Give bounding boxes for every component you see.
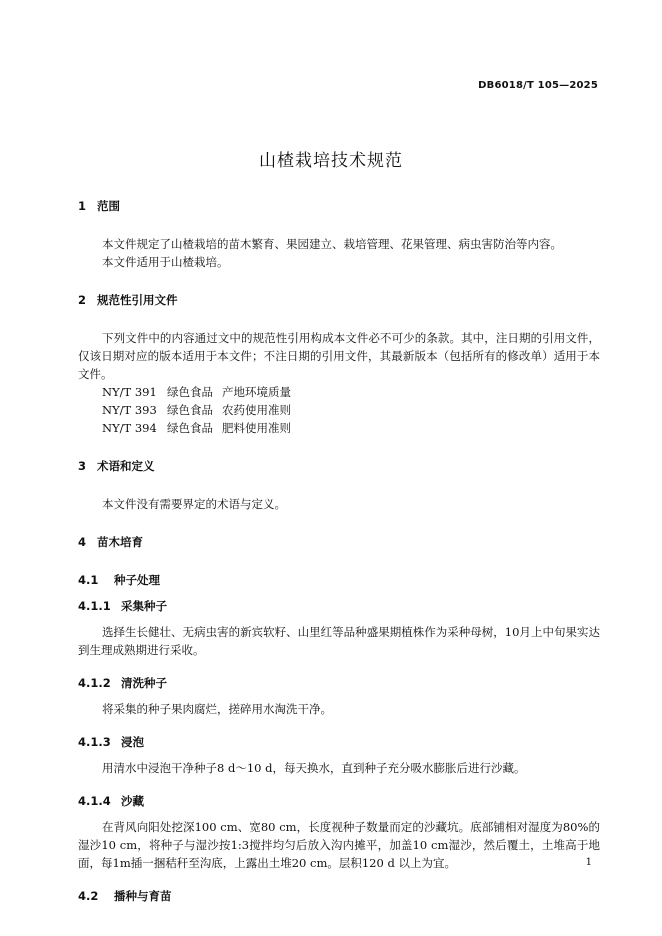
paragraph: 在背风向阳处挖深100 cm、宽80 cm，长度视种子数量而定的沙藏坑。底部铺相对湿度为80%的湿沙10 cm，将种子与湿沙按1:3搅拌均匀后放入沟内摊平，加盖10 cm湿沙，然后覆土，土堆高于地面，每1m插一捆秸秆至沟底，上露出土堆20 cm。层积120 d 以上为宜。 (78, 820, 600, 870)
section-heading-3 (78, 457, 600, 475)
section-number: 2 (78, 293, 87, 307)
section-title: 播种与育苗 (114, 889, 172, 903)
section-number: 3 (78, 459, 87, 473)
paragraph: 本文件没有需要界定的术语与定义。 (102, 497, 286, 511)
subsection-heading-4-1-2 (78, 674, 600, 692)
section-title: 清洗种子 (121, 676, 167, 690)
section-heading-1 (78, 197, 600, 215)
paragraph: 本文件规定了山楂栽培的苗木繁育、果园建立、栽培管理、花果管理、病虫害防治等内容。 (102, 237, 562, 251)
reference-desc: 肥料使用准则 (222, 421, 291, 435)
reference-desc: 农药使用准则 (222, 403, 291, 417)
reference-code: NY/T 391 (102, 385, 157, 399)
reference-name: 绿色食品 (167, 403, 213, 417)
section-title: 浸泡 (121, 735, 144, 749)
section-number: 1 (78, 199, 87, 213)
section-title: 种子处理 (114, 573, 160, 587)
section-title: 苗木培育 (97, 535, 143, 549)
section-number: 4.1.1 (78, 599, 111, 613)
section-title: 术语和定义 (97, 459, 155, 473)
page-title: 山楂栽培技术规范 (259, 151, 403, 171)
section-number: 4.1.3 (78, 735, 111, 749)
reference-code: NY/T 394 (102, 421, 157, 435)
document-body (78, 197, 600, 905)
section-number: 4.1.4 (78, 794, 111, 808)
reference-item (78, 401, 600, 419)
section-title: 沙藏 (121, 794, 144, 808)
subsection-heading-4-1-3 (78, 733, 600, 751)
section-title: 采集种子 (121, 599, 167, 613)
section-number: 4.1 (78, 573, 99, 587)
reference-code: NY/T 393 (102, 403, 157, 417)
document-id: DB6018/T 105—2025 (478, 80, 598, 91)
paragraph: 下列文件中的内容通过文中的规范性引用构成本文件必不可少的条款。其中，注日期的引用文件，仅该日期对应的版本适用于本文件；不注日期的引用文件，其最新版本（包括所有的修改单）适用于本文件。 (78, 331, 600, 381)
subsection-heading-4-1-4 (78, 792, 600, 810)
subsection-heading-4-2 (78, 887, 600, 905)
subsection-heading-4-1 (78, 571, 600, 589)
section-number: 4.1.2 (78, 676, 111, 690)
reference-desc: 产地环境质量 (222, 385, 291, 399)
paragraph: 将采集的种子果肉腐烂，搓碎用水淘洗干净。 (102, 702, 332, 716)
paragraph: 选择生长健壮、无病虫害的新宾软籽、山里红等品种盛果期植株作为采种母树，10月上中旬果实达到生理成熟期进行采收。 (78, 625, 600, 657)
section-heading-2 (78, 291, 600, 309)
reference-item (78, 419, 600, 437)
section-heading-4 (78, 533, 600, 551)
section-title: 规范性引用文件 (97, 293, 178, 307)
page-number: 1 (585, 857, 592, 868)
reference-item (78, 383, 600, 401)
paragraph: 用清水中浸泡干净种子8 d～10 d，每天换水，直到种子充分吸水膨胀后进行沙藏。 (102, 761, 526, 775)
section-number: 4.2 (78, 889, 99, 903)
reference-name: 绿色食品 (167, 421, 213, 435)
subsection-heading-4-1-1 (78, 597, 600, 615)
section-number: 4 (78, 535, 87, 549)
section-title: 范围 (97, 199, 120, 213)
paragraph: 本文件适用于山楂栽培。 (102, 255, 229, 269)
reference-name: 绿色食品 (167, 385, 213, 399)
